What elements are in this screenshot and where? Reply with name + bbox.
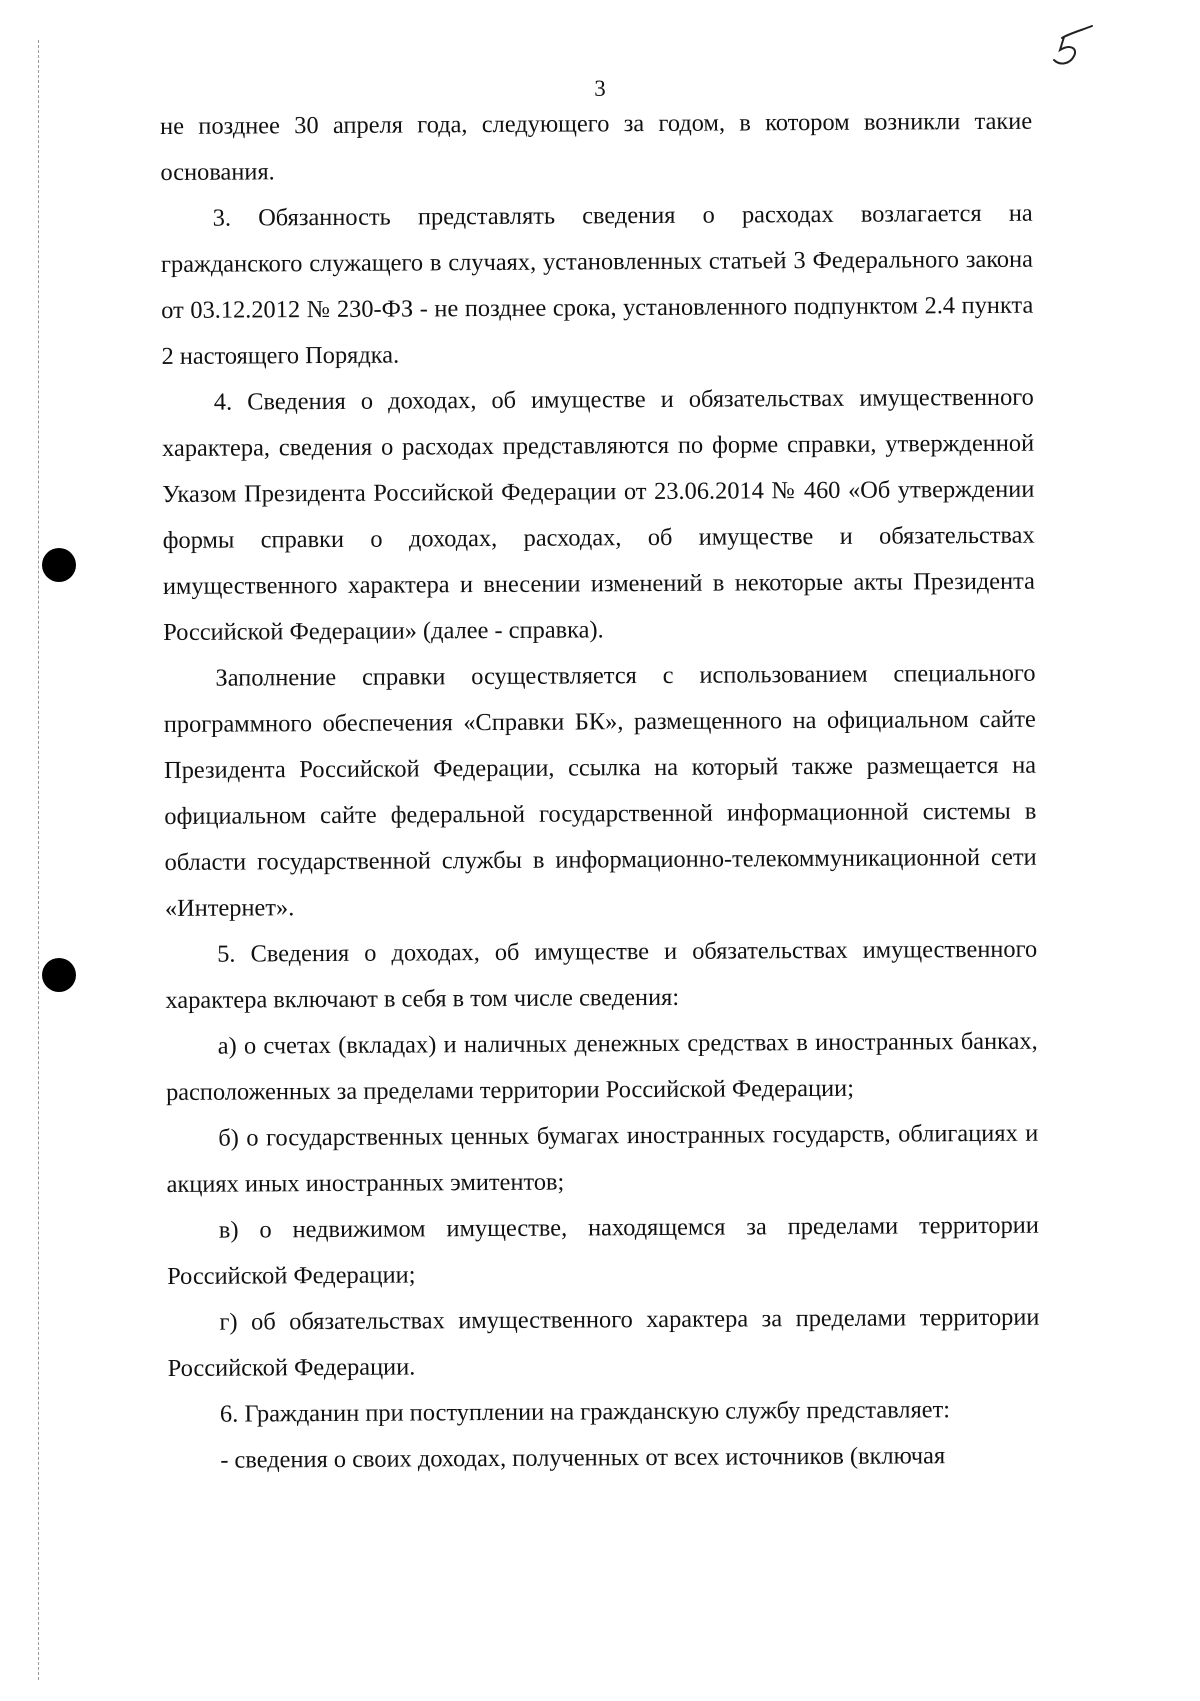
- list-item: в) о недвижимом имуществе, находящемся за пределами территории Российской Федерации;: [167, 1211, 1039, 1290]
- paragraph: 3. Обязанность представлять сведения о расходах возлагается на гражданского служащего в случаях, установленных статьей 3 Федерального закона от 03.12.2012 № 230-ФЗ - не позднее срока, установленного подпунктом 2.4 пункта 2 настоящего Порядка.: [160, 199, 1034, 370]
- paragraph: 4. Сведения о доходах, об имуществе и обязательствах имущественного характера, сведения о расходах представляются по форме справки, утвержденной Указом Президента Российской Федерации от 23.06.2014 № 460 «Об утверждении формы справки о доходах, расходах, об имуществе и обязательствах имущественного характера и внесении изменений в некоторые акты Президента Российской Федерации» (далее - справка).: [162, 383, 1036, 646]
- handwritten-page-mark: [1048, 24, 1096, 70]
- punch-hole: [42, 958, 76, 992]
- document-body: [160, 99, 1040, 1484]
- paragraph: 5. Сведения о доходах, об имуществе и обязательствах имущественного характера включают в себя в том числе сведения:: [165, 935, 1038, 1014]
- paragraph: 6. Гражданин при поступлении на гражданскую службу представляет:: [219, 1396, 951, 1428]
- list-item: б) о государственных ценных бумагах иностранных государств, облигациях и акциях иных иностранных эмитентов;: [166, 1119, 1039, 1198]
- punch-hole: [42, 548, 76, 582]
- list-item: а) о счетах (вкладах) и наличных денежных средствах в иностранных банках, расположенных за пределами территории Российской Федерации;: [165, 1027, 1038, 1106]
- list-item: г) об обязательствах имущественного характера за пределами территории Российской Федерации.: [167, 1303, 1040, 1382]
- paragraph: - сведения о своих доходах, полученных от всех источников (включая: [220, 1442, 946, 1474]
- paragraph: не позднее 30 апреля года, следующего за годом, в котором возникли такие основания.: [160, 107, 1033, 186]
- paragraph: Заполнение справки осуществляется с использованием специального программного обеспечения «Справки БК», размещенного на официальном сайте Президента Российской Федерации, ссылка на который также размещается на официальном сайте федеральной государственной информационной системы в области государственной службы в информационно-телекоммуникационной сети «Интернет».: [163, 659, 1037, 922]
- binding-margin-line: [38, 40, 39, 1680]
- page-number: 3: [594, 76, 606, 101]
